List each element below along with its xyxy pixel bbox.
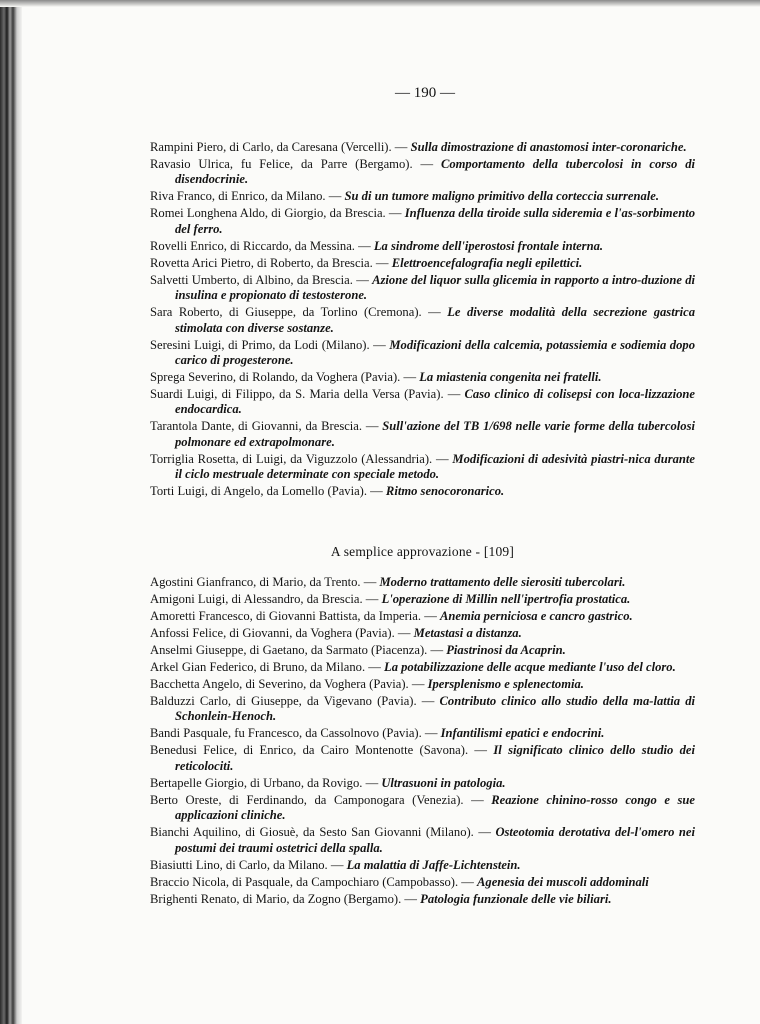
list-item <box>150 743 695 774</box>
entry-thesis-title: La malattia di Jaffe-Lichtenstein. <box>346 857 521 872</box>
entry-author: Salvetti Umberto, di Albino, da Brescia. — <box>150 272 369 287</box>
list-item <box>150 189 695 204</box>
list-item <box>150 677 695 692</box>
list-item <box>150 338 695 369</box>
entry-author: Agostini Gianfranco, di Mario, da Trento. — <box>150 575 377 589</box>
entry-thesis-title: Infantilismi epatici e endocrini. <box>440 726 605 741</box>
entry-thesis-title: Contributo clinico allo studio della ma-lattia di Schonlein-Henoch. <box>175 694 695 724</box>
list-item <box>150 875 695 890</box>
entry-thesis-title: Moderno trattamento delle sierositi tubercolari. <box>379 575 626 589</box>
entry-author: Sprega Severino, di Rolando, da Voghera (Pavia). — <box>150 370 417 385</box>
entry-thesis-title: L'operazione di Millin nell'ipertrofia prostatica. <box>381 592 631 606</box>
entry-thesis-title: Comportamento della tubercolosi in corso di disendocrinie. <box>175 157 695 187</box>
entry-thesis-title: Ipersplenismo e splenectomia. <box>427 677 584 691</box>
entry-thesis-title: Elettroencefalografia negli epilettici. <box>391 255 583 270</box>
entry-thesis-title: Anemia perniciosa e cancro gastrico. <box>439 609 633 623</box>
entry-author: Suardi Luigi, di Filippo, da S. Maria della Versa (Pavia). — <box>150 387 461 402</box>
entry-thesis-title: Sulla dimostrazione di anastomosi inter-coronariche. <box>410 140 687 154</box>
entry-author: Bertapelle Giorgio, di Urbano, da Rovigo. — <box>150 775 379 790</box>
list-item <box>150 626 695 641</box>
entry-thesis-title: Osteotomia derotativa del-l'omero nei postumi dei traumi ostetrici della spalla. <box>175 825 696 855</box>
entry-author: Amigoni Luigi, di Alessandro, da Brescia. — <box>150 592 379 606</box>
entry-author: Arkel Gian Federico, di Bruno, da Milano. — <box>150 660 381 674</box>
list-item <box>150 592 695 607</box>
entry-author: Anfossi Felice, di Giovanni, da Voghera (Pavia). — <box>150 626 411 640</box>
entry-thesis-title: Le diverse modalità della secrezione gastrica stimolata con diverse sostanze. <box>175 305 695 335</box>
list-item <box>150 643 695 658</box>
page-number: — 190 — <box>395 85 455 101</box>
entry-author: Bianchi Aquilino, di Giosuè, da Sesto San Giovanni (Milano). — <box>150 825 491 840</box>
list-item <box>150 140 695 155</box>
entry-author: Anselmi Giuseppe, di Gaetano, da Sarmato (Piacenza). — <box>150 643 444 657</box>
entry-author: Brighenti Renato, di Mario, da Zogno (Bergamo). — <box>150 891 417 906</box>
list-item <box>150 452 695 483</box>
entry-author: Torti Luigi, di Angelo, da Lomello (Pavia). — <box>150 484 383 499</box>
entry-thesis-title: Il significato clinico dello studio dei reticolociti. <box>175 743 695 773</box>
entry-thesis-title: La sindrome dell'iperostosi frontale interna. <box>373 238 604 253</box>
entry-thesis-title: La miastenia congenita nei fratelli. <box>419 370 602 385</box>
page-top-edge <box>0 0 760 7</box>
entry-author: Seresini Luigi, di Primo, da Lodi (Milano). — <box>150 337 386 352</box>
list-item <box>150 793 695 824</box>
entry-thesis-title: Caso clinico di colisepsi con loca-lizzazione endocardica. <box>175 387 695 417</box>
list-item <box>150 305 695 336</box>
entry-thesis-title: Influenza della tiroide sulla sideremia e l'as-sorbimento del ferro. <box>175 206 695 236</box>
entry-author: Rampini Piero, di Carlo, da Caresana (Vercelli). — <box>150 140 408 154</box>
list-item <box>150 776 695 791</box>
entry-author: Torriglia Rosetta, di Luigi, da Viguzzolo (Alessandria). — <box>150 451 449 466</box>
list-item <box>150 609 695 624</box>
list-item <box>150 256 695 271</box>
entry-thesis-title: Patologia funzionale delle vie biliari. <box>420 891 612 906</box>
entry-author: Sara Roberto, di Giuseppe, da Torlino (Cremona). — <box>150 305 441 320</box>
section-heading: A semplice approvazione - [109] <box>330 544 515 559</box>
entry-thesis-title: Azione del liquor sulla glicemia in rapporto a intro-duzione di insulina e propionato di testosterone. <box>175 272 696 303</box>
list-item <box>150 370 695 385</box>
entry-thesis-title: La potabilizzazione delle acque mediante l'uso del cloro. <box>384 660 676 674</box>
list-item <box>150 273 695 304</box>
entry-thesis-title: Modificazioni di adesività piastri-nica durante il ciclo mestruale determinate con speciale metodo. <box>175 451 696 482</box>
book-binding-edge <box>0 0 22 1024</box>
thesis-list-section-1 <box>150 140 695 501</box>
entry-thesis-title: Ritmo senocoronarico. <box>385 484 505 499</box>
entry-thesis-title: Modificazioni della calcemia, potassiemia e sodiemia dopo carico di progesterone. <box>175 337 695 368</box>
list-item <box>150 239 695 254</box>
entry-thesis-title: Su di un tumore maligno primitivo della corteccia surrenale. <box>344 189 660 204</box>
entry-author: Balduzzi Carlo, di Giuseppe, da Vigevano (Pavia). — <box>150 694 435 708</box>
list-item <box>150 575 695 590</box>
entry-thesis-title: Agenesia dei muscoli addominali <box>477 874 649 889</box>
entry-thesis-title: Piastrinosi da Acaprin. <box>446 643 566 657</box>
entry-author: Bandi Pasquale, fu Francesco, da Cassolnovo (Pavia). — <box>150 726 438 741</box>
entry-author: Benedusi Felice, di Enrico, da Cairo Montenotte (Savona). — <box>150 743 488 758</box>
list-item <box>150 206 695 237</box>
list-item <box>150 892 695 907</box>
entry-author: Romei Longhena Aldo, di Giorgio, da Brescia. — <box>150 206 402 221</box>
list-item <box>150 858 695 873</box>
list-item <box>150 726 695 741</box>
entry-author: Bacchetta Angelo, di Severino, da Voghera (Pavia). — <box>150 677 425 691</box>
list-item <box>150 660 695 675</box>
list-item <box>150 484 695 499</box>
list-item <box>150 157 695 188</box>
list-item <box>150 694 695 725</box>
entry-author: Rovelli Enrico, di Riccardo, da Messina. — <box>150 238 371 253</box>
entry-author: Rovetta Arici Pietro, di Roberto, da Brescia. — <box>150 255 389 270</box>
list-item <box>150 387 695 418</box>
thesis-list-section-2 <box>150 575 695 909</box>
entry-thesis-title: Metastasi a distanza. <box>413 626 522 640</box>
entry-author: Tarantola Dante, di Giovanni, da Brescia. — <box>150 419 379 434</box>
entry-author: Biasiutti Lino, di Carlo, da Milano. — <box>150 857 344 872</box>
entry-author: Riva Franco, di Enrico, da Milano. — <box>150 189 342 204</box>
entry-thesis-title: Reazione chinino-rosso congo e sue applicazioni cliniche. <box>175 792 695 823</box>
entry-thesis-title: Sull'azione del TB 1/698 nelle varie forme della tubercolosi polmonare ed extrapolmonare. <box>175 419 696 449</box>
list-item <box>150 419 695 450</box>
entry-thesis-title: Ultrasuoni in patologia. <box>381 775 506 790</box>
entry-author: Ravasio Ulrica, fu Felice, da Parre (Bergamo). — <box>150 157 434 171</box>
list-item <box>150 825 695 856</box>
entry-author: Amoretti Francesco, di Giovanni Battista, da Imperia. — <box>150 609 437 623</box>
entry-author: Braccio Nicola, di Pasquale, da Campochiaro (Campobasso). — <box>150 874 474 889</box>
entry-author: Berto Oreste, di Ferdinando, da Camponogara (Venezia). — <box>150 792 484 807</box>
